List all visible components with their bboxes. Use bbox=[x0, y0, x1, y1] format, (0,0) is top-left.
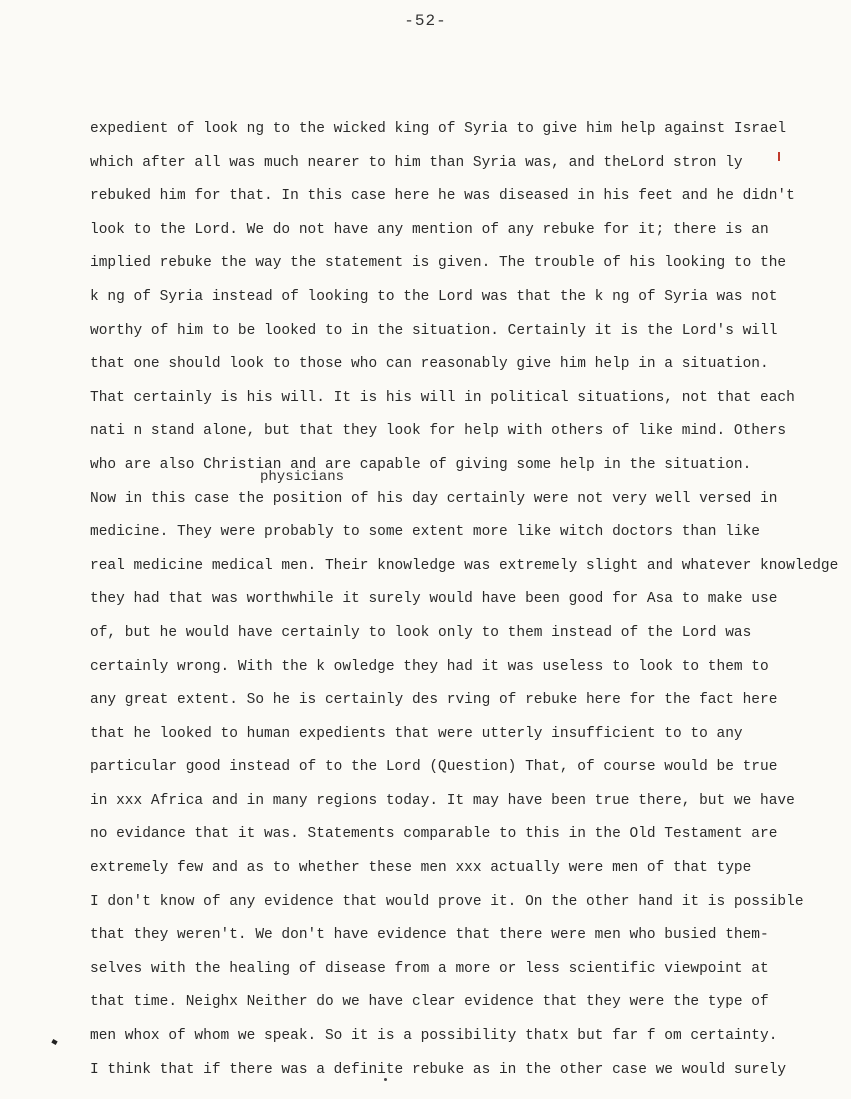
text-line: Now in this case the position of his day certainly were not very well versed in bbox=[90, 490, 778, 507]
text-line: who are also Christian and are capable of giving some help in the situation. bbox=[90, 456, 752, 473]
text-line: I don't know of any evidence that would prove it. On the other hand it is possible bbox=[90, 893, 804, 910]
text-line: they had that was worthwhile it surely would have been good for Asa to make use bbox=[90, 591, 778, 608]
ink-dot bbox=[384, 1078, 387, 1081]
text-line: k ng of Syria instead of looking to the Lord was that the k ng of Syria was not bbox=[90, 288, 778, 305]
text-line: worthy of him to be looked to in the situation. Certainly it is the Lord's will bbox=[90, 322, 778, 339]
text-line: in xxx Africa and in many regions today. It may have been true there, but we have bbox=[90, 792, 795, 809]
text-line: medicine. They were probably to some extent more like witch doctors than like bbox=[90, 524, 761, 541]
text-line: expedient of look ng to the wicked king of Syria to give him help against Israel bbox=[90, 121, 787, 137]
interlinear-correction-physicians: physicians bbox=[260, 469, 345, 485]
text-line: particular good instead of to the Lord (Question) That, of course would be true bbox=[90, 759, 778, 776]
text-line: real medicine medical men. Their knowledge was extremely slight and whatever knowledge bbox=[90, 557, 839, 574]
text-line: implied rebuke the way the statement is given. The trouble of his looking to the bbox=[90, 255, 787, 272]
text-line: nati n stand alone, but that they look for help with others of like mind. Others bbox=[90, 423, 787, 440]
text-line: which after all was much nearer to him than Syria was, and theLord stron ly bbox=[90, 154, 743, 171]
text-line: men whox of whom we speak. So it is a possibility thatx but far f om certainty. bbox=[90, 1028, 778, 1045]
text-line: any great extent. So he is certainly des rving of rebuke here for the fact here bbox=[90, 692, 778, 709]
text-line: selves with the healing of disease from a more or less scientific viewpoint at bbox=[90, 960, 769, 977]
text-line: of, but he would have certainly to look only to them instead of the Lord was bbox=[90, 624, 752, 641]
page-number: -52- bbox=[404, 12, 447, 30]
text-line: that he looked to human expedients that were utterly insufficient to to any bbox=[90, 725, 743, 742]
text-line: look to the Lord. We do not have any mention of any rebuke for it; there is an bbox=[90, 221, 769, 238]
text-line: extremely few and as to whether these men xxx actually were men of that type bbox=[90, 860, 752, 877]
text-line: that one should look to those who can reasonably give him help in a situation. bbox=[90, 356, 769, 373]
text-line: certainly wrong. With the k owledge they had it was useless to look to them to bbox=[90, 658, 769, 675]
text-line: rebuked him for that. In this case here he was diseased in his feet and he didn't bbox=[90, 188, 795, 205]
red-pencil-mark bbox=[778, 152, 780, 161]
text-line: That certainly is his will. It is his will in political situations, not that each bbox=[90, 389, 795, 406]
text-line: I think that if there was a definite rebuke as in the other case we would surely bbox=[90, 1061, 787, 1078]
margin-ink-mark bbox=[51, 1039, 57, 1045]
text-line: that they weren't. We don't have evidence that there were men who busied them- bbox=[90, 927, 769, 944]
text-line: that time. Neighx Neither do we have clear evidence that they were the type of bbox=[90, 994, 769, 1011]
typed-page-body bbox=[90, 113, 839, 1087]
text-line: no evidance that it was. Statements comparable to this in the Old Testament are bbox=[90, 826, 778, 843]
